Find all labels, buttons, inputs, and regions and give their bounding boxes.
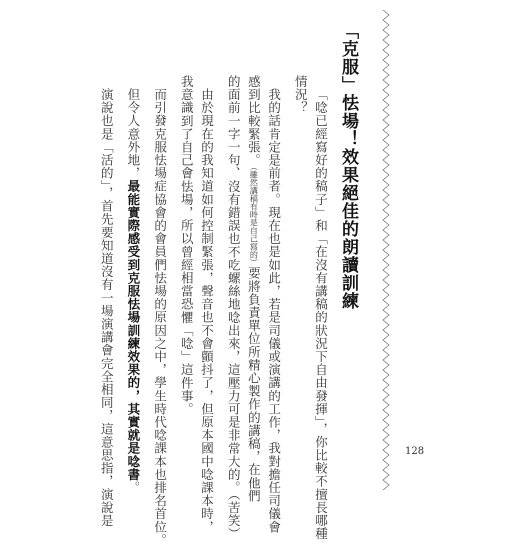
- text-line: [153, 75, 166, 546]
- text-run: 而引發克服怯場症協會的會員們怯場的原因之中，學生時代唸課本也排名首位。: [153, 88, 168, 546]
- text-run: 情況？: [293, 75, 308, 114]
- zigzag-divider: [381, 10, 391, 490]
- text-run: 我的話肯定是前者。現在也是如此，若是司儀或演講的工作，我對擔任司儀會: [267, 88, 282, 533]
- text-run: 「唸已經寫好的稿子」和「在沒有講稿的狀況下自由發揮」，你比較不擅長哪種: [314, 88, 329, 540]
- text-run: 。: [126, 481, 141, 494]
- text-line: [267, 75, 280, 533]
- text-run: 由於現在的我知道如何控制緊張，聲音也不會顫抖了，但原本國中唸課本時，: [200, 88, 215, 533]
- text-line: [227, 75, 240, 540]
- text-line: [200, 75, 213, 533]
- text-line: [247, 75, 260, 503]
- text-run: 我意識到了自己會怯場，所以曾經相當恐懼「唸」這件事。: [179, 75, 194, 416]
- page-number: 128: [405, 446, 424, 457]
- text-run: 演說也是「活的」，首先要知道沒有一場演講會完全相同，這意思指，演說是: [99, 88, 114, 527]
- emphasized-text: 最能實際感受到克服怯場訓練效果的，其實就是唸書: [126, 179, 141, 480]
- text-line: [294, 75, 307, 114]
- text-line: [180, 75, 193, 416]
- text-run: 但令人意外地，: [126, 88, 141, 180]
- text-run: 感到比較緊張。: [246, 75, 261, 167]
- text-run: 的面前一字一句、沒有錯誤也不吃螺絲地唸出來，這壓力可是非常大的。（苦笑）: [226, 75, 241, 540]
- text-run: 要將負責單位所精心製作的講稿，在他們: [246, 267, 261, 503]
- text-line: [126, 75, 139, 494]
- inline-note: （雖然講稿有時是自己寫的）: [249, 167, 258, 267]
- text-line: [100, 75, 113, 527]
- chapter-title: 「克服」怯場！效果絕佳的朗讀訓練: [336, 22, 361, 310]
- text-line: [314, 75, 327, 540]
